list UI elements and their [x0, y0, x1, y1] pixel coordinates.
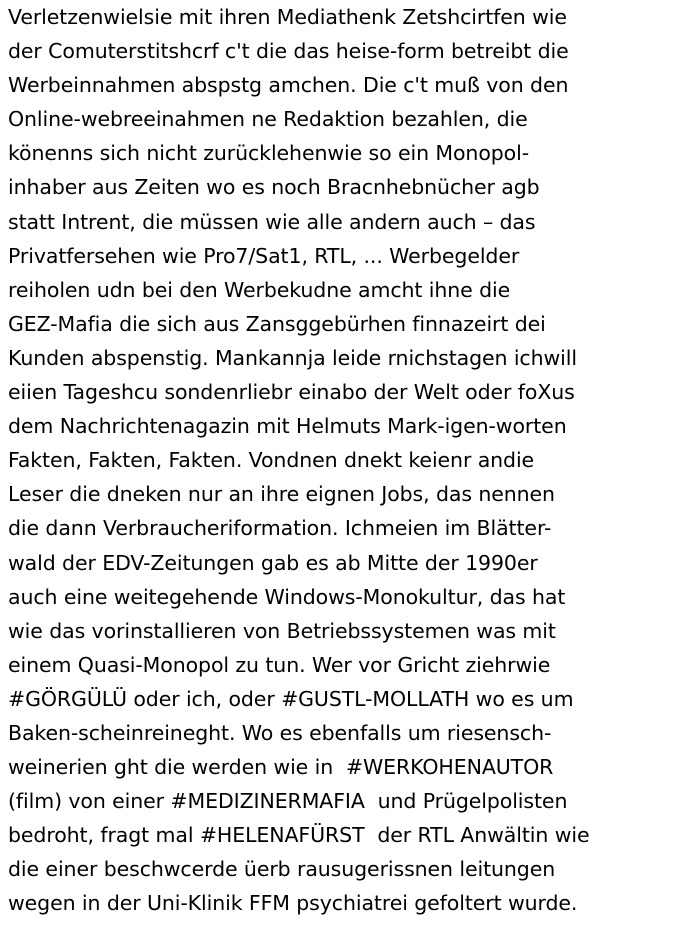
text-line: eiien Tageshcu sondenrliebr einabo der Welt oder foXus — [8, 380, 575, 405]
body-text — [8, 0, 684, 921]
text-line: bedroht, fragt mal #HELENAFÜRST der RTL Anwältin wie — [8, 823, 590, 848]
text-line: GEZ-Mafia die sich aus Zansggebürhen finnazeirt dei — [8, 311, 546, 336]
text-line: Baken-scheinreineght. Wo es ebenfalls um riesensch- — [8, 720, 552, 745]
text-line: Verletzenwielsie mit ihren Mediathenk Zetshcirtfen wie — [8, 5, 567, 29]
text-line: wie das vorinstallieren von Betriebssystemen was mit — [8, 618, 556, 643]
text-line: weinerien ght die werden wie in #WERKOHENAUTOR — [8, 755, 554, 780]
text-line: (film) von einer #MEDIZINERMAFIA und Prügelpolisten — [8, 789, 568, 814]
text-line: die dann Verbraucheriformation. Ichmeien im Blätter- — [8, 516, 552, 541]
text-line: die einer beschwcerde üerb rausugerissnen leitungen — [8, 857, 556, 882]
text-line: Privatfersehen wie Pro7/Sat1, RTL, ... Werbegelder — [8, 243, 520, 268]
text-line: wald der EDV-Zeitungen gab es ab Mitte der 1990er — [8, 550, 538, 575]
text-line: Kunden abspenstig. Mankannja leide rnichstagen ichwill — [8, 345, 577, 370]
text-line: dem Nachrichtenagazin mit Helmuts Mark-igen-worten — [8, 414, 567, 439]
text-line: auch eine weitegehende Windows-Monokultur, das hat — [8, 584, 566, 609]
text-line: Leser die dneken nur an ihre eignen Jobs, das nennen — [8, 482, 555, 507]
text-line: statt Intrent, die müssen wie alle andern auch – das — [8, 209, 536, 234]
text-line: könenns sich nicht zurücklehenwie so ein Monopol- — [8, 141, 530, 166]
text-line: einem Quasi-Monopol zu tun. Wer vor Gricht ziehrwie — [8, 652, 551, 677]
text-line: Fakten, Fakten, Fakten. Vondnen dnekt keienr andie — [8, 448, 535, 473]
text-line: inhaber aus Zeiten wo es noch Bracnhebnücher agb — [8, 175, 540, 200]
text-line: Online-webreeinahmen ne Redaktion bezahlen, die — [8, 107, 528, 132]
text-line: wegen in der Uni-Klinik FFM psychiatrei gefoltert wurde. — [8, 891, 578, 916]
text-line: Werbeinnahmen abspstg amchen. Die c't muß von den — [8, 73, 569, 98]
text-line: der Comuterstitshcrf c't die das heise-form betreibt die — [8, 39, 569, 64]
text-line: #GÖRGÜLÜ oder ich, oder #GUSTL-MOLLATH wo es um — [8, 686, 574, 711]
text-line: reiholen udn bei den Werbekudne amcht ihne die — [8, 277, 511, 302]
